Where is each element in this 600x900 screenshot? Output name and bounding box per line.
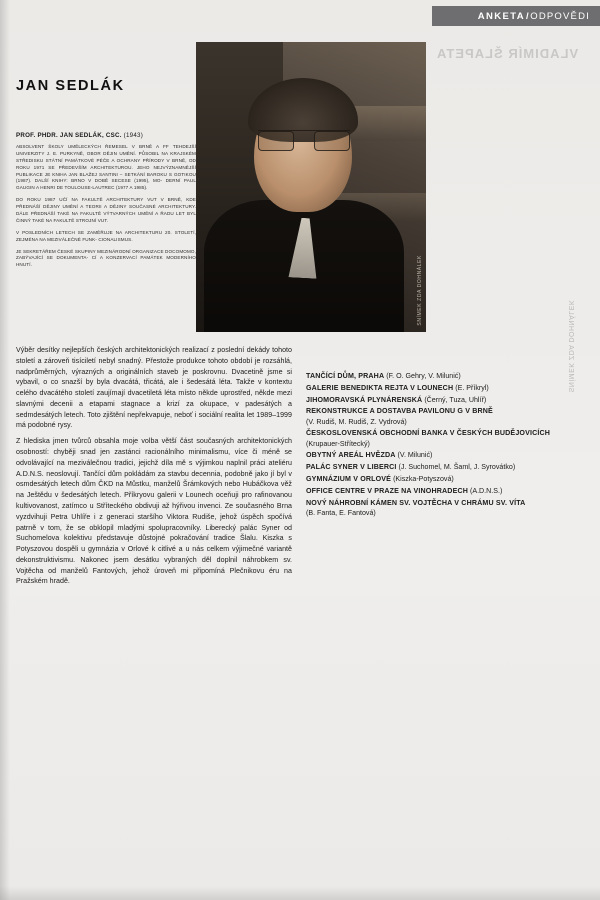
author-bio-birthyear: (1943) bbox=[123, 132, 144, 139]
list-item bbox=[306, 450, 586, 460]
work-authors: (J. Suchomel, M. Šaml, J. Syrovátko) bbox=[398, 463, 516, 472]
work-authors: (B. Fanta, E. Fantová) bbox=[306, 508, 376, 517]
author-bio-paragraph: ABSOLVENT ŠKOLY UMĚLECKÝCH ŘEMESEL V BRNĚ A FF TEHDEJŠÍ UNIVERZITY J. E. PURKYNĚ, OBOR DĚJIN UMĚNÍ. PŮSOBIL NA KRAJSKÉM STŘEDISKU STÁTNÍ PAMÁTKOVÉ PÉČE A OCHRANY PŘÍRODY V BRNĚ, OD ROKU 1971 SE PŘEDEVŠÍM ARCHITEKTUROU. JEHO NEJVÝZNAMNĚJŠÍ PUBLIKACE JE KNIHA JAN BLAŽEJ SANTINI – SETKÁNÍ BAROKU S GOTIKOU (1987). DALŠÍ KNIHY: BRNO V DOBĚ SECESE (1995), MO- DERNÍ PAUL GAUGIN A HENRI DE TOULOUSE-LAUTREC (1977 A 1985). bbox=[16, 143, 196, 191]
list-item bbox=[306, 428, 586, 449]
list-item bbox=[306, 498, 586, 519]
work-title: GALERIE BENEDIKTA REJTA V LOUNECH bbox=[306, 383, 454, 392]
selected-works-list bbox=[306, 371, 586, 520]
work-title: NOVÝ NÁHROBNÍ KÁMEN SV. VOJTĚCHA V CHRÁMU SV. VÍTA bbox=[306, 498, 526, 507]
work-title: GYMNÁZIUM V ORLOVÉ bbox=[306, 475, 392, 484]
photo-subject-glasses bbox=[258, 130, 350, 151]
work-authors: (Kiszka-Potyszová) bbox=[393, 475, 454, 484]
essay-paragraph: Výběr desítky nejlepších českých architektonických realizací z poslední dekády tohoto století a zároveň tisíciletí nebyl snadný. Přestože produkce tohoto období je rozsáhlá, nadprůměrných, výrazných a originálních staveb je poskrovnu. Dvacetině jsme si vybavil, o co snazší by byla dvacátá, třicátá, ale i šedesátá léta. Takže v kontextu celého dvacátého století zaujímají dvacetiletá léta místo někde uprostřed, někde mezi slavnými decenii a etapami stagnace a krizí za okupace, v padesátých a sedmdesátých letech. Toto zjištění nepřekvapuje, neboť i sociální realita let 1989–1999 má podobné rysy. bbox=[16, 346, 292, 430]
header-section-label: ANKETA bbox=[477, 10, 525, 22]
work-title: ČESKOSLOVENSKÁ OBCHODNÍ BANKA V ČESKÝCH BUDĚJOVICÍCH bbox=[306, 429, 551, 438]
ghost-facing-page-title: VLADIMÍR ŠLAPETA bbox=[435, 46, 578, 61]
author-bio-heading bbox=[16, 132, 196, 141]
list-item bbox=[306, 462, 586, 472]
work-authors: (E. Příkryl) bbox=[455, 383, 489, 392]
author-bio bbox=[16, 132, 196, 274]
author-bio-paragraph: V POSLEDNÍCH LETECH SE ZAMĚŘUJE NA ARCHITEKTURU 20. STOLETÍ, ZEJMÉNA NA MEZIVÁLEČNÉ FUNK- CIONALISMUS. bbox=[16, 229, 196, 242]
list-item bbox=[306, 371, 586, 381]
work-authors: (Krupauer-Střítecký) bbox=[306, 439, 370, 448]
ghost-photo-credit: SNÍMEK ZDA DOHNÁLEK bbox=[567, 300, 574, 393]
essay-paragraph: Z hlediska jmen tvůrců obsahla moje volba větší část současných architektonických osobností: chyběji snad jen zastánci racionálního minimalismu, více či méně se odvolávající na meziválečnou tradici, jejichž díla mě s výjimkou naplnil práci ateliéru A.D.N.S. neoslovují. Tančící dům pokládám za stavbu decennia, podobně jako jí byl v osmdesátých letech dům ČKD na Můstku, manželů Šrámkových nebo Hubáčkova věž na Ještědu v šedesátých letech. Příkryovu galerii v Lounech oceňuji pro rafinovanou kultivovanost, zatímco u Stříteckého obdivuji až hýřivou invenci. Ze současného Brna vyzdvihuji Petra Uhlíře i z generaci staršího Viktora Rudiše, jehož úspěch spočívá patrně v tom, že se obklopil mladými spolupracovníky. Liberecký palác Syner od Suchomelova kolektivu představuje důstojné pokračování tradice Šlalu. Kiszka s Potyszovou dospěli u gymnázia v Orlové k citlivé a u nás celkem výjimečné variantě dekonstruktivismu. Nakonec jsem desátku vybraných děl doplnil náhrobkem sv. Vojtěcha od manželů Fantových, jehož úroveň mi připomíná Plečnikovu éru na Pražském hradě. bbox=[16, 437, 292, 586]
work-authors: (V. Rudiš, M. Rudiš, Z. Vydrová) bbox=[306, 417, 407, 426]
main-essay-text bbox=[16, 345, 292, 592]
work-title: PALÁC SYNER V LIBERCI bbox=[306, 463, 397, 472]
header-subsection-label: ODPOVĚDI bbox=[530, 10, 590, 22]
work-authors: (V. Milunić) bbox=[397, 451, 433, 460]
list-item bbox=[306, 395, 586, 405]
work-title: OBYTNÝ AREÁL HVĚZDA bbox=[306, 451, 396, 460]
running-header bbox=[432, 6, 600, 26]
list-item bbox=[306, 486, 586, 496]
work-authors: (A.D.N.S.) bbox=[469, 486, 503, 495]
list-item bbox=[306, 406, 586, 427]
list-item bbox=[306, 474, 586, 484]
author-portrait-photo bbox=[196, 42, 426, 332]
list-item bbox=[306, 383, 586, 393]
header-separator: / bbox=[526, 10, 530, 22]
work-authors: (Černý, Tuza, Uhlíř) bbox=[424, 395, 487, 404]
photo-credit-caption: SNÍMEK ZDA DOHNÁLEK bbox=[417, 255, 423, 326]
work-title: JIHOMORAVSKÁ PLYNÁRENSKÁ bbox=[306, 395, 423, 404]
work-authors: (F. O. Gehry, V. Milunić) bbox=[386, 372, 461, 380]
work-title: OFFICE CENTRE V PRAZE NA VINOHRADECH bbox=[306, 486, 468, 495]
author-bio-heading-text: PROF. PHDR. JAN SEDLÁK, CSC. bbox=[16, 132, 122, 139]
author-bio-paragraph: DO ROKU 1987 UČÍ NA FAKULTĚ ARCHITEKTURY VUT V BRNĚ, KDE PŘEDNÁŠÍ DĚJINY UMĚNÍ A TEORII A DĚJINY SOUČASNÉ ARCHITEKTURY. DÁLE PŘEDNÁŠÍ TAKÉ NA FAKULTĚ VÝTVARNÝCH UMĚNÍ A ŘADU LET BYL ČINNÝ TAKÉ NA FAKULTĚ STROJNÍ VUT. bbox=[16, 197, 196, 223]
work-title: REKONSTRUKCE A DOSTAVBA PAVILONU G V BRNĚ bbox=[306, 407, 493, 416]
page-title: JAN SEDLÁK bbox=[16, 78, 125, 94]
work-title: TANČÍCÍ DŮM, PRAHA bbox=[306, 372, 385, 380]
author-bio-paragraph: JE SEKRETÁŘEM ČESKÉ SKUPINY MEZINÁRODNÍ ORGANIZACE DOCOMOMO, ZABÝVAJÍCÍ SE DOKUMENTA- CÍ A KONZERVACÍ PAMÁTEK MODERNÍHO HNUTÍ. bbox=[16, 248, 196, 268]
